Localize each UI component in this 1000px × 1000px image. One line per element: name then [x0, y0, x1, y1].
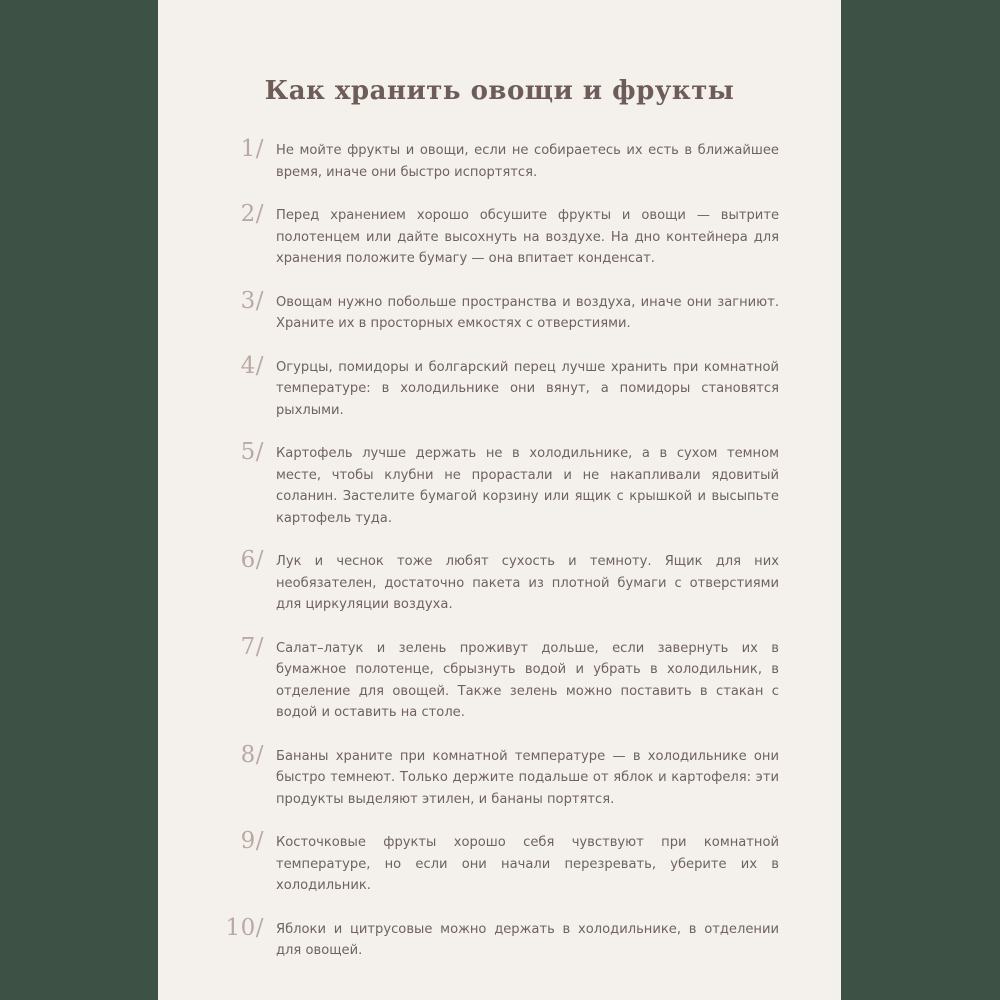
list-item-text: Яблоки и цитрусовые можно держать в холодильнике, в отделении для овощей.	[276, 921, 779, 958]
tips-list	[220, 136, 779, 962]
list-item-number: 1/	[240, 136, 264, 162]
list-item-number: 2/	[240, 201, 264, 227]
list-item-number: 9/	[240, 828, 264, 854]
list-item-text: Салат–латук и зелень проживут дольше, если завернуть их в бумажное полотенце, сбрызнуть водой и убрать в холодильник, в отделение для овощей. Также зелень можно поставить в стакан с водой и оставить на столе.	[276, 640, 779, 720]
list-item-number: 4/	[240, 352, 264, 379]
list-item	[220, 547, 779, 616]
list-item	[220, 136, 779, 183]
list-item-number: 6/	[240, 547, 264, 573]
list-item-text: Бананы храните при комнатной температуре — в холодильнике они быстро темнеют. Только держите подальше от яблок и картофеля: эти продукты выделяют этилен, и бананы портятся.	[276, 748, 779, 807]
list-item-number: 10/	[225, 914, 264, 941]
document-page	[158, 0, 841, 1000]
list-item-number: 5/	[240, 439, 264, 465]
list-item	[220, 633, 779, 724]
list-item	[220, 914, 779, 962]
list-item-text: Косточковые фрукты хорошо себя чувствуют при комнатной температуре, но если они начали перезревать, уберите их в холодильник.	[276, 835, 779, 893]
page-title: Как хранить овощи и фрукты	[264, 76, 735, 106]
list-item-text: Огурцы, помидоры и болгарский перец лучше хранить при комнатной температуре: в холодильнике они вянут, а помидоры становятся рыхлыми.	[276, 359, 779, 418]
list-item	[220, 828, 779, 897]
list-item-number: 3/	[240, 287, 264, 314]
list-item-text: Картофель лучше держать не в холодильнике, а в сухом темном месте, чтобы клубни не прорастали и не накапливали ядовитый соланин. Застелите бумагой корзину или ящик с крышкой и высыпьте картофель туда.	[276, 446, 779, 526]
list-item	[220, 287, 779, 335]
list-item-number: 7/	[240, 633, 264, 660]
list-item	[220, 352, 779, 422]
page-content	[158, 0, 841, 1000]
list-item-text: Не мойте фрукты и овощи, если не собираетесь их есть в ближайшее время, иначе они быстро испортятся.	[276, 143, 779, 180]
list-item	[220, 439, 779, 529]
list-item-text: Овощам нужно побольше пространства и воздуха, иначе они загниют. Храните их в просторных емкостях с отверстиями.	[276, 294, 779, 331]
list-item	[220, 741, 779, 811]
list-item-text: Перед хранением хорошо обсушите фрукты и овощи — вытрите полотенцем или дайте высохнуть на воздухе. На дно контейнера для хранения положите бумагу — она впитает конденсат.	[276, 208, 779, 266]
list-item	[220, 201, 779, 270]
list-item-text: Лук и чеснок тоже любят сухость и темноту. Ящик для них необязателен, достаточно пакета из плотной бумаги с отверстиями для циркуляции воздуха.	[276, 554, 779, 612]
list-item-number: 8/	[240, 741, 264, 768]
